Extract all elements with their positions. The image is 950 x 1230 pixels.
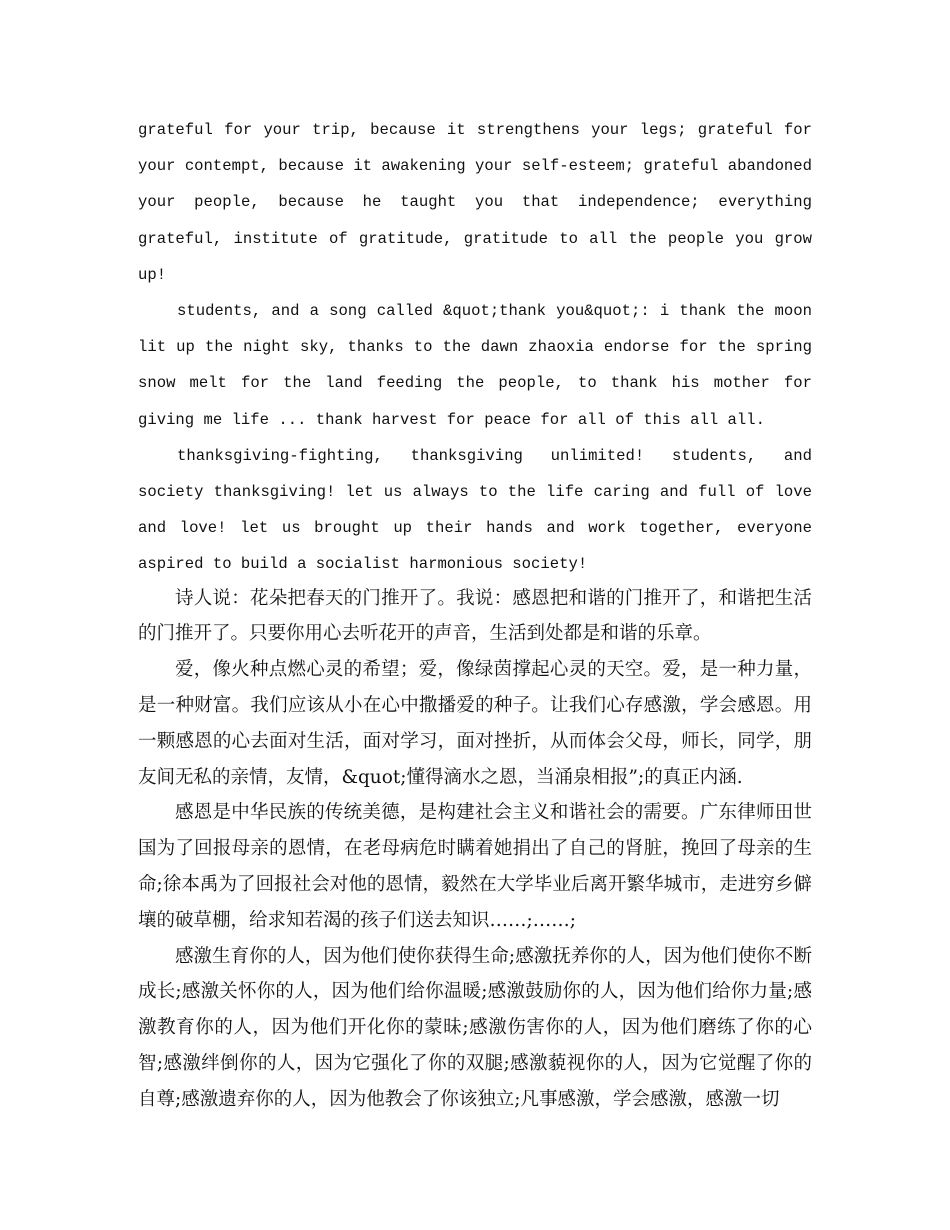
paragraph-chinese-2: 爱，像火种点燃心灵的希望；爱，像绿茵撑起心灵的天空。爱，是一种力量，是一种财富。我们应该从小在心中撒播爱的种子。让我们心存感激，学会感恩。用一颗感恩的心去面对生活，面对学习，面对挫折，从而体会父母，师长，同学，朋友间无私的亲情，友情，&quot;懂得滴水之恩，当涌泉相报”;的真正内涵. (138, 659, 812, 788)
paragraph-chinese-3: 感恩是中华民族的传统美德，是构建社会主义和谐社会的需要。广东律师田世国为了回报母亲的恩情，在老母病危时瞒着她捐出了自己的肾脏，挽回了母亲的生命;徐本禹为了回报社会对他的恩情，毅然在大学毕业后离开繁华城市，走进穷乡僻壤的破草棚，给求知若渴的孩子们送去知识……;……; (138, 802, 812, 931)
paragraph-english-3: thanksgiving-fighting, thanksgiving unlimited! students, and society thanksgiving! let us always to the life caring and full of love and love! let us brought up their hands and work together, everyone aspired to build a socialist harmonious society! (138, 446, 812, 574)
paragraph-english-1: grateful for your trip, because it strengthens your legs; grateful for your contempt, because it awakening your self-esteem; grateful abandoned your people, because he taught you that independence; everything grateful, institute of gratitude, gratitude to all the people you grow up! (138, 121, 812, 284)
paragraph-english-2: students, and a song called &quot;thank you&quot;: i thank the moon lit up the night sky, thanks to the dawn zhaoxia endorse for the spring snow melt for the land feeding the people, to thank his mother for giving me life ... thank harvest for peace for all of this all all. (138, 302, 812, 429)
paragraph-chinese-4: 感激生育你的人，因为他们使你获得生命;感激抚养你的人，因为他们使你不断成长;感激关怀你的人，因为他们给你温暖;感激鼓励你的人，因为他们给你力量;感激教育你的人，因为他们开化你的蒙昧;感激伤害你的人，因为他们磨练了你的心智;感激绊倒你的人，因为它强化了你的双腿;感激藐视你的人，因为它觉醒了你的自尊;感激遗弃你的人，因为他教会了你该独立;凡事感激，学会感激，感激一切 (138, 945, 812, 1110)
paragraph-chinese-1: 诗人说：花朵把春天的门推开了。我说：感恩把和谐的门推开了，和谐把生活的门推开了。只要你用心去听花开的声音，生活到处都是和谐的乐章。 (138, 587, 812, 645)
document-body (138, 113, 812, 1118)
